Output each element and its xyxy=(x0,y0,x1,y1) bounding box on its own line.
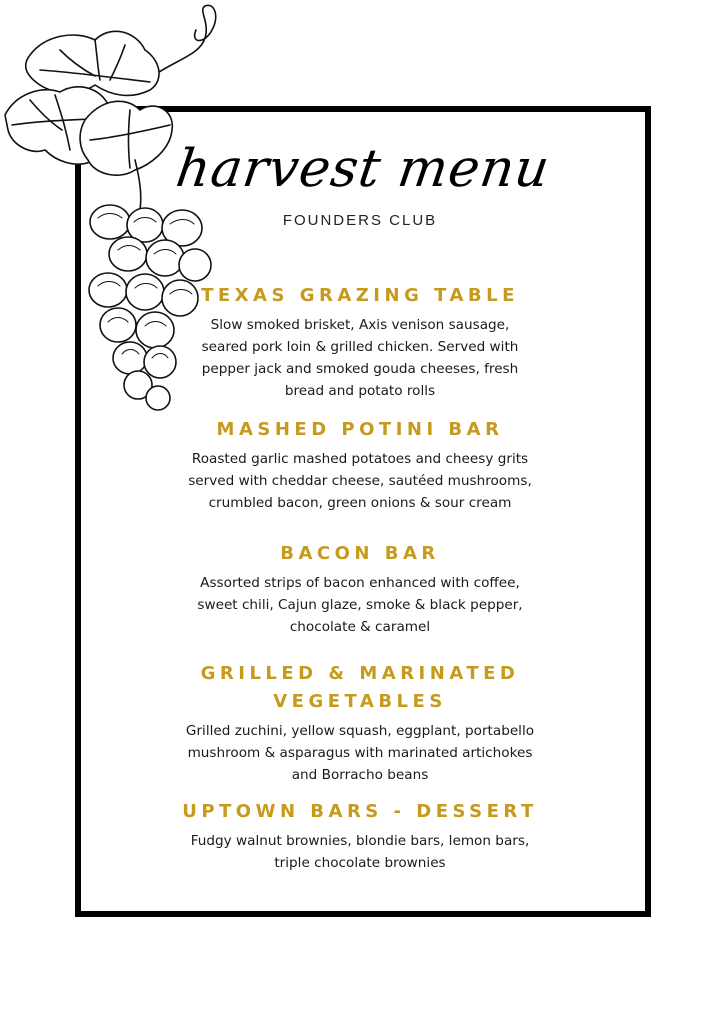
section-description: Roasted garlic mashed potatoes and cheesy grits served with cheddar cheese, sautéed mushrooms, crumbled bacon, green onions & sour cream xyxy=(188,451,532,511)
section-description: Slow smoked brisket, Axis venison sausage, seared pork loin & grilled chicken. Served with pepper jack and smoked gouda cheeses, fresh bread and potato rolls xyxy=(201,317,519,399)
menu-section-grilled-vegetables xyxy=(150,660,570,786)
menu-title xyxy=(172,120,554,220)
menu-section-texas-grazing-table xyxy=(190,282,530,402)
section-heading: BACON BAR xyxy=(280,543,440,564)
section-description: Grilled zuchini, yellow squash, eggplant, portabello mushroom & asparagus with marinated artichokes and Borracho beans xyxy=(185,723,535,783)
section-heading: UPTOWN BARS - DESSERT xyxy=(182,801,538,822)
menu-section-uptown-bars-dessert xyxy=(150,798,570,874)
menu-subtitle: FOUNDERS CLUB xyxy=(282,212,438,229)
menu-title-text: harvest menu xyxy=(172,139,554,199)
section-description: Fudgy walnut brownies, blondie bars, lemon bars, triple chocolate brownies xyxy=(190,833,530,871)
section-heading: GRILLED & MARINATED VEGETABLES xyxy=(200,663,520,712)
section-description: Assorted strips of bacon enhanced with coffee, sweet chili, Cajun glaze, smoke & black pepper, chocolate & caramel xyxy=(197,575,523,635)
menu-section-mashed-potini-bar xyxy=(150,416,570,514)
menu-section-bacon-bar xyxy=(150,540,570,638)
section-heading: MASHED POTINI BAR xyxy=(216,419,504,440)
section-heading: TEXAS GRAZING TABLE xyxy=(201,285,519,306)
